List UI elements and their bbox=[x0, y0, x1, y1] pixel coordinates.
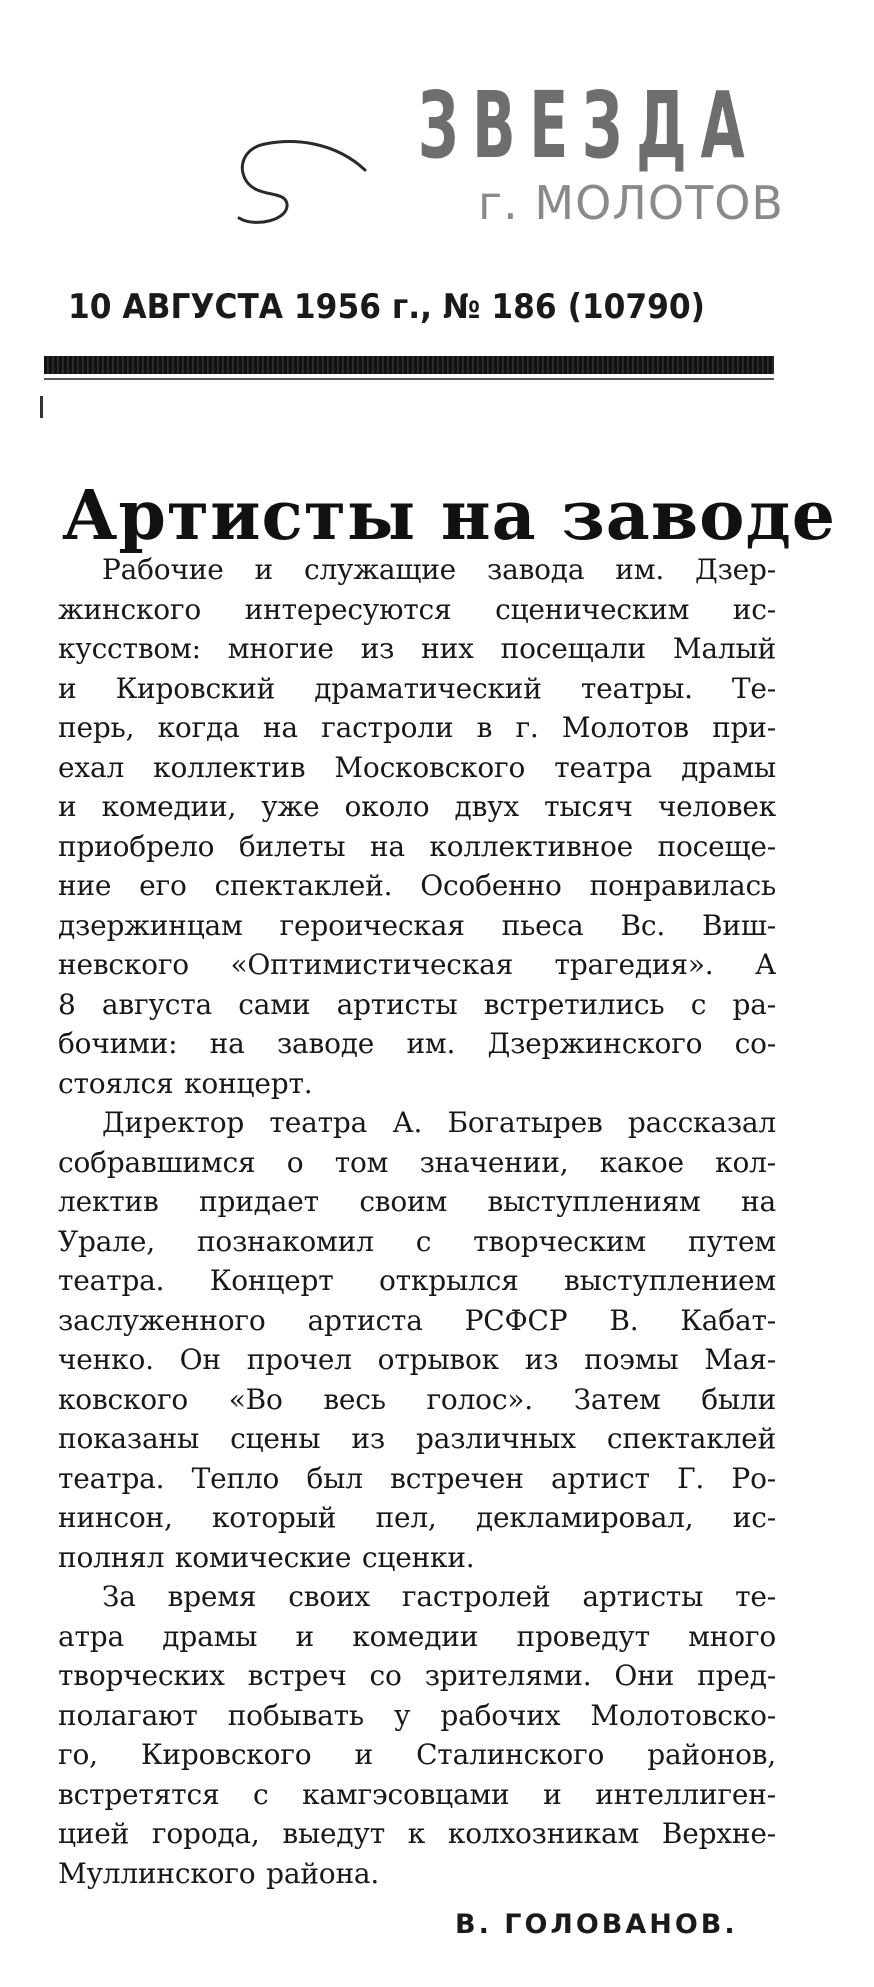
text-line: театра. Тепло был встречен артист Г. Ро- bbox=[58, 1461, 776, 1495]
article-paragraph bbox=[58, 1103, 776, 1577]
text-line: приобрело билеты на коллективное посеще- bbox=[58, 829, 776, 863]
text-line: встретятся с камгэсовцами и интеллиген- bbox=[58, 1777, 776, 1811]
text-line: стоялся концерт. bbox=[58, 1066, 313, 1100]
article-body bbox=[58, 550, 776, 1893]
text-line: За время своих гастролей артисты те- bbox=[102, 1580, 776, 1613]
article-paragraph bbox=[58, 1577, 776, 1893]
text-line: и Кировский драматический театры. Те- bbox=[58, 671, 776, 705]
text-line: собравшимся о том значении, какое кол- bbox=[58, 1145, 776, 1179]
text-line: цией города, выедут к колхозникам Верхне- bbox=[58, 1817, 776, 1850]
text-line: атра драмы и комедии проведут много bbox=[58, 1619, 776, 1653]
text-line: жинского интересуются сценическим ис- bbox=[58, 592, 776, 626]
article-paragraph bbox=[58, 550, 776, 1103]
text-line: заслуженного артиста РСФСР В. Кабат- bbox=[58, 1303, 776, 1337]
issue-date-number: 10 АВГУСТА 1956 г., № 186 (10790) bbox=[68, 287, 705, 327]
text-line: театра. Концерт открылся выступлением bbox=[58, 1264, 776, 1297]
text-line: и комедии, уже около двух тысяч человек bbox=[58, 790, 776, 823]
text-line: дзержинцам героическая пьеса Вс. Виш- bbox=[58, 908, 776, 942]
handwritten-mark bbox=[225, 130, 375, 240]
text-line: Муллинского района. bbox=[58, 1856, 380, 1890]
newspaper-masthead: ЗВЕЗДА bbox=[418, 72, 759, 179]
text-line: кусством: многие из них посещали Малый bbox=[58, 632, 776, 665]
text-line: ченко. Он прочел отрывок из поэмы Мая- bbox=[58, 1343, 776, 1376]
text-line: го, Кировского и Сталинского районов, bbox=[58, 1738, 776, 1771]
text-line: бочими: на заводе им. Дзержинского со- bbox=[58, 1027, 776, 1060]
text-line: нинсон, который пел, декламировал, ис- bbox=[58, 1501, 776, 1534]
text-line: полагают побывать у рабочих Молотовско- bbox=[58, 1698, 776, 1732]
text-line: показаны сцены из различных спектаклей bbox=[58, 1422, 776, 1455]
newspaper-city: г. МОЛОТОВ bbox=[478, 176, 784, 230]
text-line: невского «Оптимистическая трагедия». А bbox=[58, 948, 776, 981]
header-rule bbox=[44, 356, 774, 374]
text-line: Директор театра А. Богатырев рассказал bbox=[102, 1106, 776, 1139]
text-line: Урале, познакомил с творческим путем bbox=[58, 1224, 776, 1258]
article-title: Артисты на заводе bbox=[62, 475, 837, 556]
edge-mark bbox=[40, 396, 43, 418]
author-signature: В. ГОЛОВАНОВ. bbox=[455, 1909, 738, 1940]
text-line: ковского «Во весь голос». Затем были bbox=[58, 1382, 776, 1416]
text-line: ехал коллектив Московского театра драмы bbox=[58, 750, 776, 784]
text-line: 8 августа сами артисты встретились с ра- bbox=[58, 987, 776, 1021]
text-line: лектив придает своим выступлениям на bbox=[58, 1185, 776, 1218]
text-line: творческих встреч со зрителями. Они пред- bbox=[58, 1659, 776, 1692]
header-rule-thin bbox=[44, 378, 774, 380]
text-line: Рабочие и служащие завода им. Дзер- bbox=[102, 553, 776, 586]
text-line: полнял комические сценки. bbox=[58, 1540, 475, 1574]
text-line: ние его спектаклей. Особенно понравилась bbox=[58, 869, 776, 902]
text-line: перь, когда на гастроли в г. Молотов при- bbox=[58, 711, 776, 744]
